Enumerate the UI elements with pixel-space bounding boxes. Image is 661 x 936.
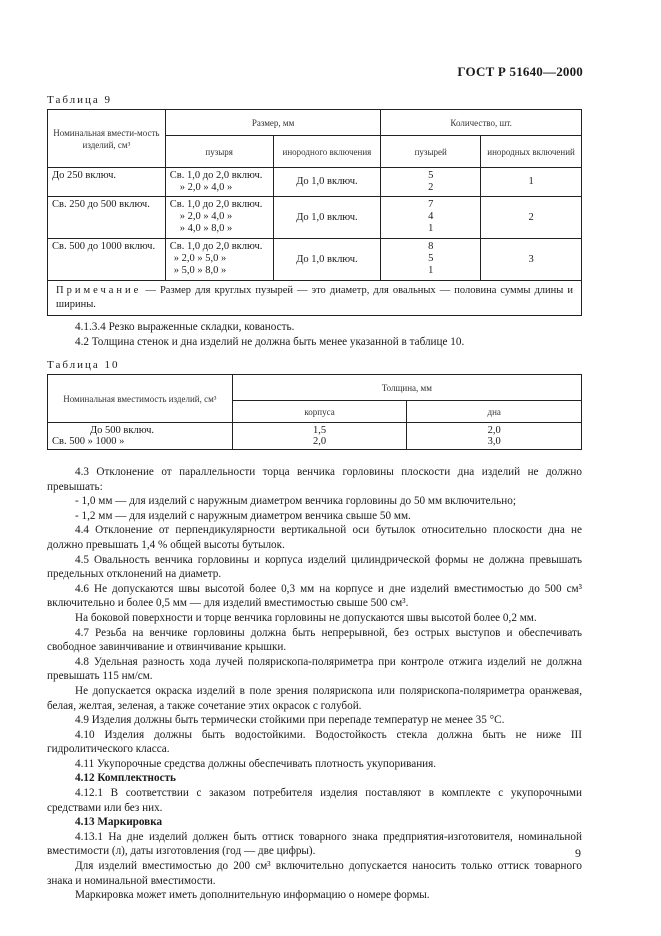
table-row: Св. 250 до 500 включ. Св. 1,0 до 2,0 включ. » 2,0 » 4,0 » » 4,0 » 8,0 » До 1,0 включ. 7 4 1 2: [48, 197, 582, 239]
header-capacity: Номинальная вместимость изделий, см³: [48, 375, 233, 423]
heading-marking: 4.13 Маркировка: [75, 816, 163, 829]
table10-caption: Таблица 10: [47, 359, 120, 371]
header-foreign-size: инородного включения: [273, 136, 381, 168]
header-body: корпуса: [232, 401, 407, 423]
header-thickness: Толщина, мм: [232, 375, 581, 401]
header-bubble-size: пузыря: [165, 136, 273, 168]
header-foreign-count: инородных включений: [481, 136, 582, 168]
main-text: 4.3 Отклонение от параллельности торца венчика горловины плоскости дна изделий не должно превышать: - 1,0 мм — для изделий с наружным диаметром венчика горловины до 50 мм включительно; - 1,2 мм — для изделий с наружным диаметром венчика свыше 50 мм. 4.4 Отклонение от перпендикулярности вертикальной оси бутылок относительно плоскости дна не должно превышать 1,4 % общей высоты бутылок. 4.5 Овальность венчика горловины и корпуса изделий цилиндрической формы не должна превышать предельных отклонений на диаметр. 4.6 Не допускаются швы высотой более 0,3 мм на корпусе и дне изделий вместимостью до 500 см³ включительно и более 0,5 мм — для изделий вместимостью свыше 500 см³. На боковой поверхности и торце венчика горловины не допускаются швы высотой более 0,2 мм. 4.7 Резьба на венчике горловины должна быть непрерывной, без острых выступов и обеспечивать свободное завинчивание и отвинчивание крышки. 4.8 Удельная разность хода лучей полярископа-поляриметра при контроле отжига изделий не должна превышать 115 нм/см. Не допускается окраска изделий в поле зрения полярископа или полярископа-поляриметра оранжевая, белая, желтая, зеленая, а также сочетание этих окрасок с голубой. 4.9 Изделия должны быть термически стойкими при перепаде температур не менее 35 °С. 4.10 Изделия должны быть водостойкими. Водостойкость стекла должна быть не ниже III гидролитического класса. 4.11 Укупорочные средства должны обеспечивать плотность укупоривания. 4.12 Комплектность 4.12.1 В соответствии с заказом потребителя изделия поставляют в комплекте с укупорочными средствами или без них. 4.13 Маркировка 4.13.1 На дне изделий должен быть оттиск товарного знака предприятия-изготовителя, номинальной вместимости (л), даты изготовления (год — две цифры). Для изделий вместимостью до 200 см³ включительно допускается наносить только оттиск товарного знака и номинальной вместимости. Маркировка может иметь дополнительную информацию о номере формы.: [47, 466, 582, 902]
section-4-1-3-4: 4.1.3.4 Резко выраженные складки, кованость. 4.2 Толщина стенок и дна изделий не должна быть менее указанной в таблице 10.: [75, 321, 465, 348]
header-bottom: дна: [407, 401, 582, 423]
standard-code: ГОСТ Р 51640—2000: [457, 64, 583, 79]
note-text: — Размер для круглых пузырей — это диаметр, для овальных — половина суммы длины и ширины.: [56, 285, 574, 310]
table-row: До 250 включ. Св. 1,0 до 2,0 включ. » 2,0 » 4,0 » До 1,0 включ. 5 2 1: [48, 168, 582, 197]
table-9: [47, 109, 582, 316]
header-capacity: Номинальная вмести-мость изделий, см³: [48, 110, 166, 168]
table-row: До 500 включ. Св. 500 » 1000 » 1,5 2,0 2,0 3,0: [48, 423, 582, 450]
header-bubble-count: пузырей: [381, 136, 481, 168]
table9-caption: Таблица 9: [47, 94, 113, 106]
heading-completeness: 4.12 Комплектность: [75, 772, 176, 785]
header-count: Количество, шт.: [381, 110, 582, 136]
page-number: 9: [575, 846, 581, 860]
header-size: Размер, мм: [165, 110, 381, 136]
note-label: Примечание: [56, 285, 142, 296]
table9-note: [48, 281, 582, 316]
table-row: Св. 500 до 1000 включ. Св. 1,0 до 2,0 включ. » 2,0 » 5,0 » » 5,0 » 8,0 » До 1,0 включ. 8 5 1 3: [48, 239, 582, 281]
table-10: [47, 374, 582, 450]
